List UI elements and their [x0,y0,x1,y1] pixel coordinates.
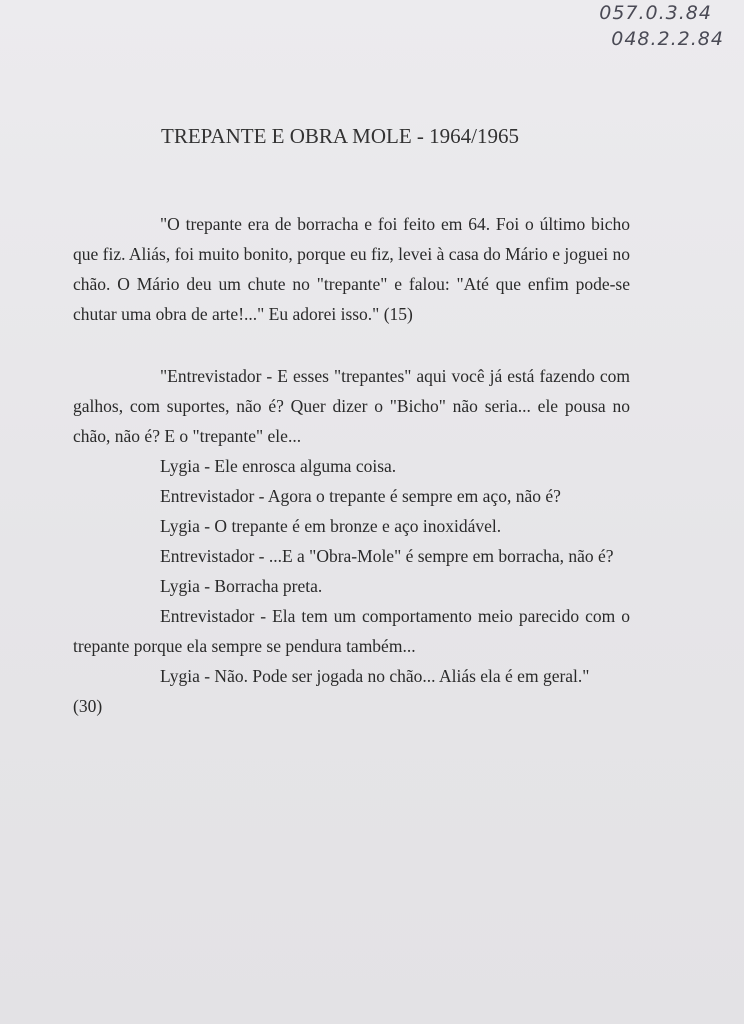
dialogue-last-line: Lygia - Não. Pode ser jogada no chão... Aliás ela é em geral." [160,666,590,686]
page-title: TREPANTE E OBRA MOLE - 1964/1965 [161,124,519,148]
dialogue-line-long: Entrevistador - Ela tem um comportamento meio parecido com o trepante porque ela sempre se pendura também... [73,606,630,656]
dialogue-line: Lygia - Borracha preta. [160,576,323,596]
citation: (30) [73,696,103,716]
dialogue-line: Lygia - Ele enrosca alguma coisa. [160,456,397,476]
dialogue-line: Entrevistador - Agora o trepante é sempre em aço, não é? [160,486,561,506]
document-body [73,209,630,721]
dialogue-line: Lygia - O trepante é em bronze e aço inoxidável. [160,516,502,536]
handwritten-code-2: 048.2.2.84 [611,28,724,50]
handwritten-code-1: 057.0.3.84 [599,2,712,24]
dialogue-line: Entrevistador - ...E a "Obra-Mole" é sempre em borracha, não é? [160,546,614,566]
quote-paragraph-1: "O trepante era de borracha e foi feito em 64. Foi o último bicho que fiz. Aliás, foi muito bonito, porque eu fiz, levei à casa do Mário e joguei no chão. O Mário deu um chute no "trepante" e falou: "Até que enfim pode-se chutar uma obra de arte!..." Eu adorei isso." (15) [73,214,630,324]
quote-paragraph-2: "Entrevistador - E esses "trepantes" aqui você já está fazendo com galhos, com suportes, não é? Quer dizer o "Bicho" não seria... ele pousa no chão, não é? E o "trepante" ele... [73,366,630,446]
